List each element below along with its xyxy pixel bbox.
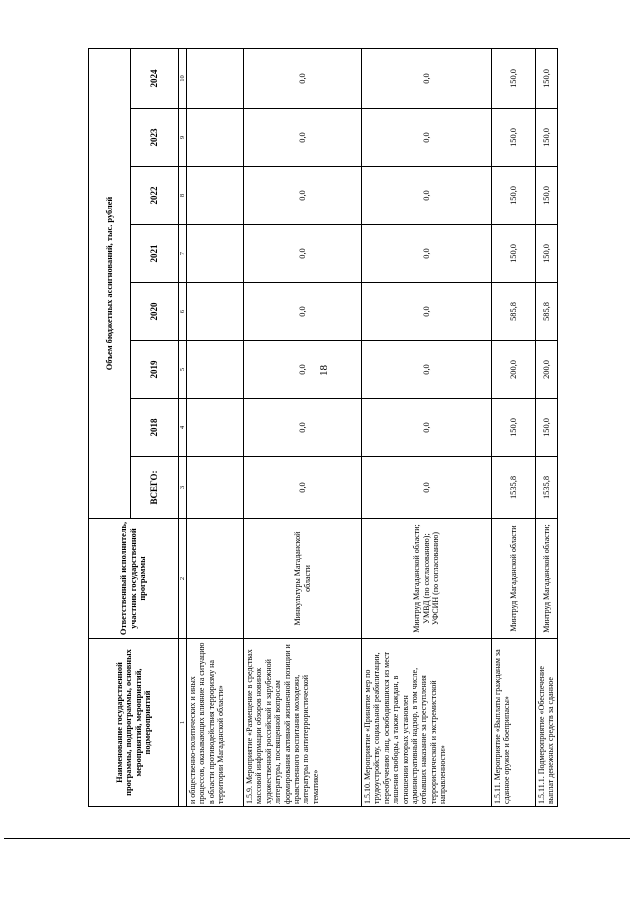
- index-cell: 9: [179, 109, 187, 167]
- header-year: 2021: [131, 225, 179, 283]
- row-executor: Минкультуры Магаданской области: [244, 519, 362, 639]
- header-year: 2024: [131, 48, 179, 108]
- row-value: 585,8: [492, 283, 536, 341]
- header-budget: Объем бюджетных ассигнований, тыс. рублей: [89, 48, 131, 518]
- header-year: 2022: [131, 167, 179, 225]
- row-value: [187, 109, 244, 167]
- table-row: [362, 48, 492, 806]
- index-cell: 1: [179, 639, 187, 807]
- row-value: [187, 399, 244, 457]
- header-executor: Ответственный исполнитель, участник государственной программы: [89, 519, 179, 639]
- row-executor: Минтруд Магаданской области;: [536, 519, 558, 639]
- row-value: 150,0: [536, 48, 558, 108]
- budget-table: [88, 48, 558, 807]
- row-executor: [187, 519, 244, 639]
- row-value: 0,0: [362, 167, 492, 225]
- row-value: 200,0: [492, 341, 536, 399]
- index-cell: 7: [179, 225, 187, 283]
- row-name: 1.5.10. Мероприятие «Принятие мер по трудоустройству, социальной реабилитации, переобучению лиц, освободившихся из мест лишения свободы, а также граждан, в отношении которых установлен административный надзор, в том числе, отбывших наказание за преступления террористической и экстремистской направленности»: [362, 639, 492, 807]
- header-year: 2023: [131, 109, 179, 167]
- row-value: 1535,8: [536, 457, 558, 519]
- header-name: Наименование государственной программы, подпрограммы, основных мероприятий, мероприятий, подмероприятий: [89, 639, 179, 807]
- header-year: 2018: [131, 399, 179, 457]
- row-value: 0,0: [362, 109, 492, 167]
- row-value: 0,0: [362, 283, 492, 341]
- row-value: 150,0: [536, 225, 558, 283]
- row-value: 0,0: [362, 225, 492, 283]
- index-cell: 3: [179, 457, 187, 519]
- index-cell: 5: [179, 341, 187, 399]
- row-value: 0,0: [244, 167, 362, 225]
- row-value: 150,0: [492, 109, 536, 167]
- row-value: 0,0: [362, 399, 492, 457]
- table-row: [492, 48, 536, 806]
- row-value: 0,0: [244, 341, 362, 399]
- header-total: ВСЕГО:: [131, 457, 179, 519]
- index-cell: 2: [179, 519, 187, 639]
- row-value: 0,0: [244, 225, 362, 283]
- index-cell: 4: [179, 399, 187, 457]
- header-year: 2020: [131, 283, 179, 341]
- bottom-rule: [4, 838, 630, 839]
- row-value: 150,0: [492, 48, 536, 108]
- row-value: 150,0: [536, 167, 558, 225]
- table-row: [244, 48, 362, 806]
- row-value: 0,0: [244, 457, 362, 519]
- row-value: [187, 167, 244, 225]
- row-value: 1535,8: [492, 457, 536, 519]
- row-executor: Минтруд Магаданской области: [492, 519, 536, 639]
- row-value: 150,0: [492, 399, 536, 457]
- index-cell: 8: [179, 167, 187, 225]
- page-number: 18: [318, 365, 330, 376]
- index-cell: 6: [179, 283, 187, 341]
- row-name: 1.5.9. Мероприятие «Размещение в средствах массовой информации обзоров новинок художественной российской и зарубежной литературы, посвященной вопросам формирования активной жизненной позиции и нравственного воспитания молодежи, литературы по антитеррористической тематике»: [244, 639, 362, 807]
- row-value: 0,0: [362, 341, 492, 399]
- row-value: 150,0: [492, 225, 536, 283]
- row-name: и общественно-политических и иных процессов, оказывающих влияние на ситуацию в области противодействия терроризму на территории Магаданской области»: [187, 639, 244, 807]
- row-value: 585,8: [536, 283, 558, 341]
- index-row: [179, 48, 187, 806]
- row-value: 150,0: [492, 167, 536, 225]
- row-value: 0,0: [244, 109, 362, 167]
- index-cell: 10: [179, 48, 187, 108]
- header-year: 2019: [131, 341, 179, 399]
- row-value: 0,0: [244, 48, 362, 108]
- row-value: 150,0: [536, 399, 558, 457]
- row-name: 1.5.11.1. Подмероприятие «Обеспечение выплат денежных средств за сданное: [536, 639, 558, 807]
- row-value: [187, 283, 244, 341]
- row-value: [187, 225, 244, 283]
- row-value: 0,0: [244, 399, 362, 457]
- row-value: [187, 48, 244, 108]
- row-value: [187, 457, 244, 519]
- row-value: 0,0: [362, 457, 492, 519]
- budget-table-rotated: [88, 49, 560, 807]
- row-name: 1.5.11. Мероприятие «Выплаты гражданам за сданное оружие и боеприпасы»: [492, 639, 536, 807]
- row-value: 0,0: [244, 283, 362, 341]
- row-value: 0,0: [362, 48, 492, 108]
- row-value: [187, 341, 244, 399]
- row-value: 150,0: [536, 109, 558, 167]
- row-executor: Минтруд Магаданской области; УМВД (по согласованию); УФСИН (по согласованию): [362, 519, 492, 639]
- table-row: [536, 48, 558, 806]
- table-row: [187, 48, 244, 806]
- row-value: 200,0: [536, 341, 558, 399]
